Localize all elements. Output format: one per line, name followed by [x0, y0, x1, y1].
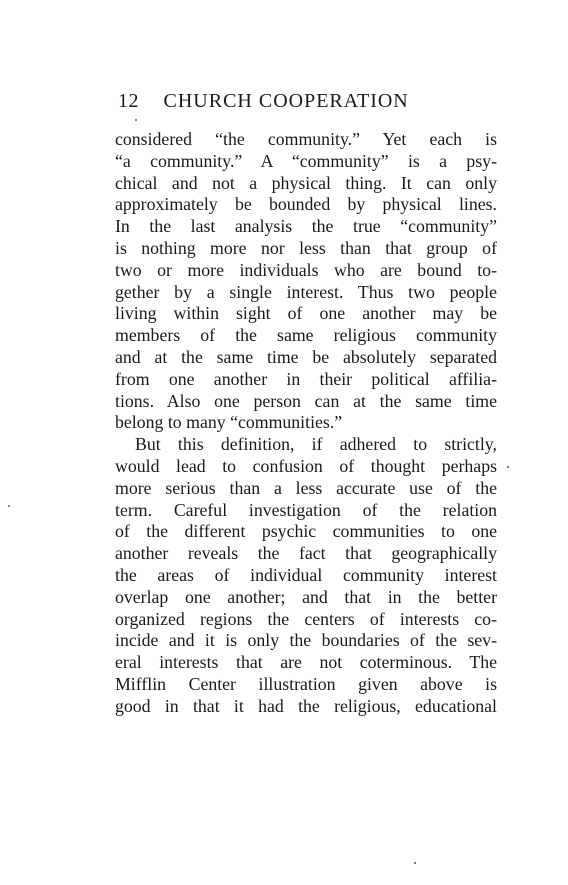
- text-line: members of the same religious community: [115, 325, 497, 346]
- text-line: belong to many “communities.”: [115, 412, 343, 433]
- text-line: approximately be bounded by physical lines.: [115, 194, 497, 215]
- text-line: two or more individuals who are bound to-: [115, 259, 497, 280]
- text-line: chical and not a physical thing. It can only: [115, 172, 497, 193]
- text-line: more serious than a less accurate use of the: [115, 477, 497, 498]
- page-number: 12: [118, 90, 139, 112]
- text-line: But this definition, if adhered to strictly,: [135, 434, 497, 455]
- text-line: organized regions the centers of interests co-: [115, 608, 497, 629]
- text-line: another reveals the fact that geographically: [115, 543, 497, 564]
- text-line: term. Careful investigation of the relation: [115, 499, 497, 520]
- text-line: good in that it had the religious, educational: [115, 695, 497, 716]
- running-head: [118, 90, 498, 118]
- text-line: of the different psychic communities to one: [115, 521, 497, 542]
- text-line: incide and it is only the boundaries of the sev-: [115, 630, 497, 651]
- text-line: overlap one another; and that in the better: [115, 586, 497, 607]
- body-text: [115, 129, 497, 718]
- scan-speck: [8, 505, 10, 507]
- text-line: and at the same time be absolutely separated: [115, 346, 497, 367]
- text-line: would lead to confusion of thought perhaps: [115, 455, 497, 476]
- text-line: from one another in their political affilia-: [115, 368, 497, 389]
- text-line: Mifflin Center illustration given above is: [115, 673, 497, 694]
- text-line: considered “the community.” Yet each is: [115, 129, 497, 149]
- text-line: tions. Also one person can at the same time: [115, 390, 497, 411]
- text-line: “a community.” A “community” is a psy-: [115, 150, 497, 171]
- text-line: is nothing more nor less than that group of: [115, 237, 497, 258]
- text-line: the areas of individual community interest: [115, 564, 497, 585]
- scan-speck: [507, 466, 509, 468]
- text-line: In the last analysis the true “community”: [115, 216, 497, 237]
- scan-speck: [135, 119, 137, 121]
- running-title: CHURCH COOPERATION: [163, 90, 409, 112]
- text-line: eral interests that are not coterminous. The: [115, 652, 497, 673]
- text-line: gether by a single interest. Thus two people: [115, 281, 497, 302]
- scan-speck: [414, 862, 416, 864]
- text-line: living within sight of one another may be: [115, 303, 497, 324]
